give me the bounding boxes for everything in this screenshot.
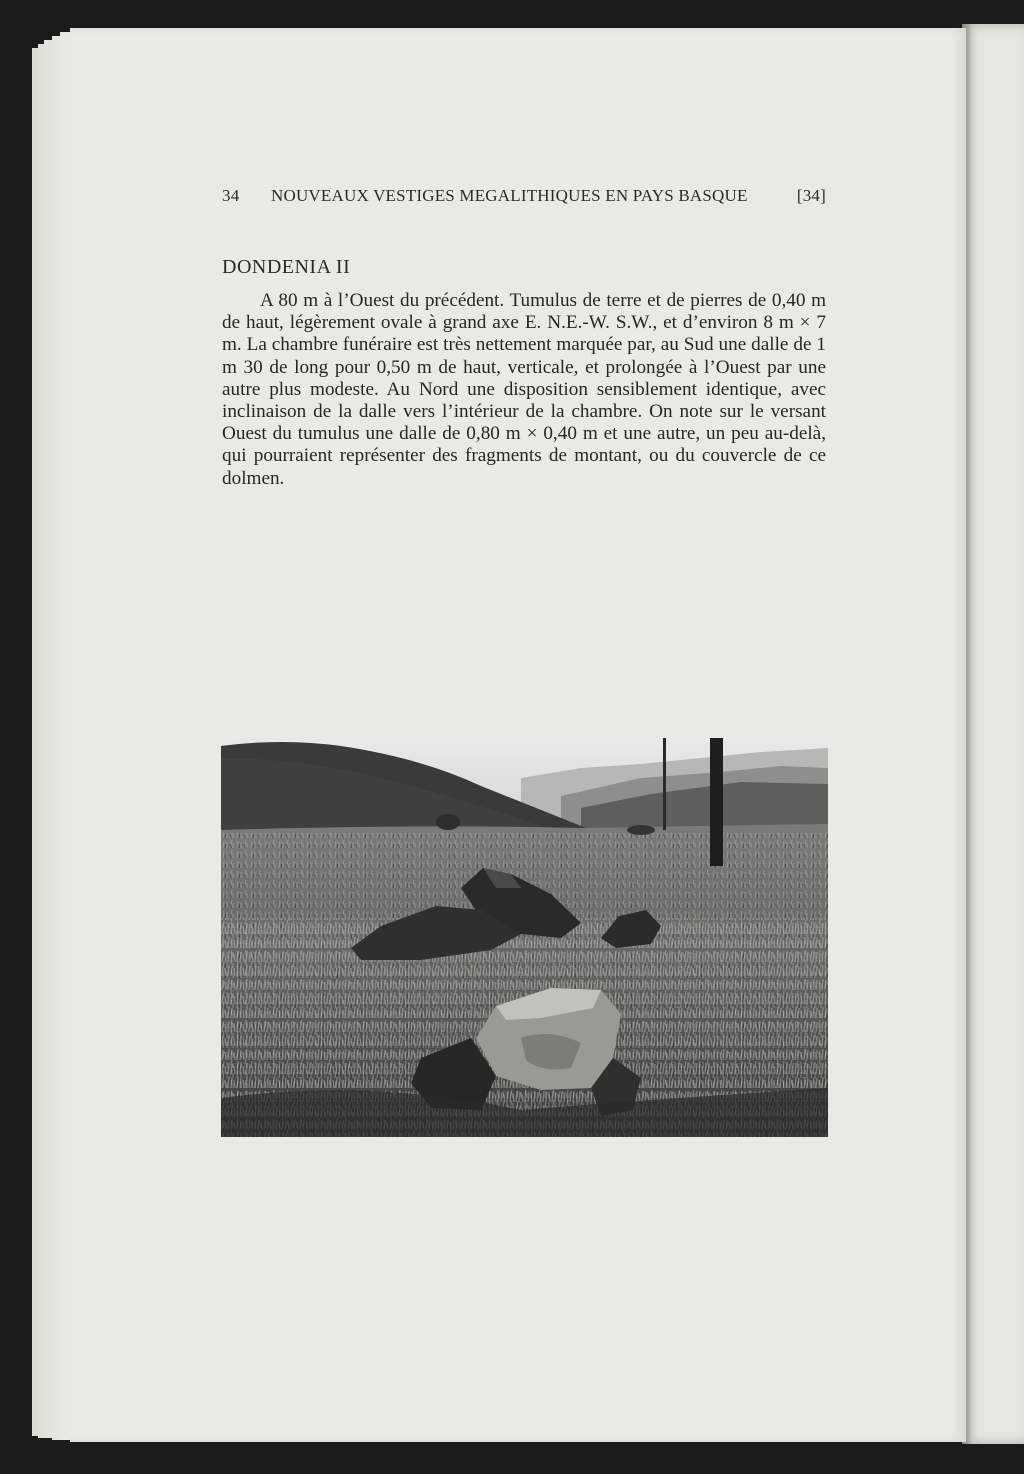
section-title: DONDENIA II [222,256,351,278]
body-paragraph: A 80 m à l’Ouest du précédent. Tumulus de terre et de pierres de 0,40 m de haut, légèrement ovale à grand axe E. N.E.-W. S.W., et d’environ 8 m × 7 m. La chambre funéraire est très nettement marquée par, au Sud une dalle de 1 m 30 de long pour 0,50 m de haut, verticale, et prolongée à l’Ouest par une autre plus modeste. Au Nord une disposition sensiblement identique, avec inclinaison de la dalle vers l’intérieur de la chambre. On note sur le versant Ouest du tumulus une dalle de 0,80 m × 0,40 m et une autre, un peu au-delà, qui pourraient représenter des fragments de montant, ou du couvercle de ce dolmen. [222,290,826,489]
dolmen-photograph [221,738,828,1137]
running-header [222,186,826,210]
book-page [70,28,966,1442]
running-title: NOUVEAUX VESTIGES MEGALITHIQUES EN PAYS BASQUE [271,186,748,205]
page-reference: [34] [796,186,826,205]
page-number: 34 [222,186,240,205]
facing-page-edge [962,24,1024,1444]
photo-illustration [221,738,828,1137]
